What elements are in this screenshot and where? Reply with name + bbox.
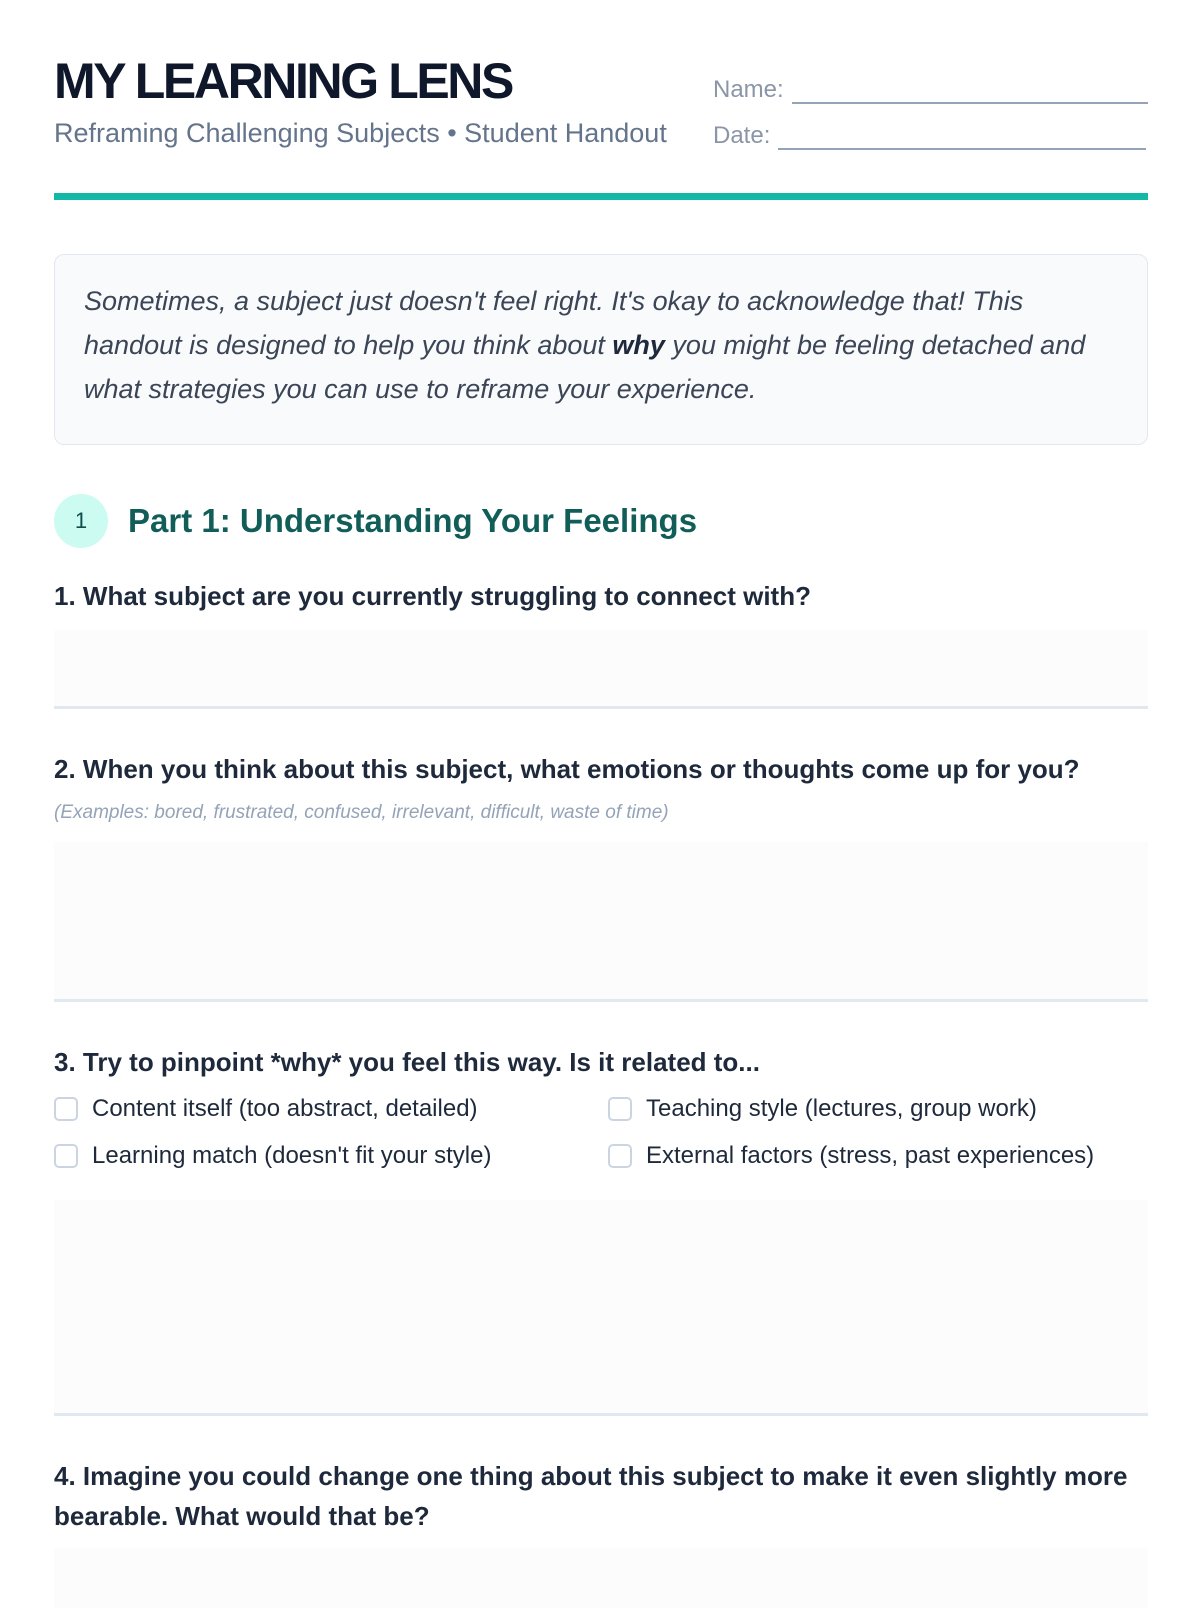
date-label: Date: [713,122,771,149]
handout-header [54,0,1148,200]
option-external-factors[interactable] [608,1142,1094,1170]
option-label: External factors (stress, past experiences) [646,1142,1095,1169]
question-1: 1. What subject are you currently struggling to connect with? [54,581,811,611]
intro-text-end: you might be feeling detached and what strategies you can use to reframe your experience. [84,330,1086,404]
intro-emphasis: why [612,330,665,360]
section-heading-part-1 [54,494,697,548]
handout-title: MY LEARNING LENS [54,53,512,109]
section-number-badge: 1 [54,494,108,548]
answer-area-3[interactable] [54,1200,1148,1416]
answer-area-1[interactable] [54,630,1148,709]
name-label: Name: [713,76,784,103]
question-2: 2. When you think about this subject, what emotions or thoughts come up for you? [54,754,1080,784]
option-teaching-style[interactable] [608,1095,1037,1123]
handout-page [54,0,1148,1531]
handout-subtitle: Reframing Challenging Subjects • Student Handout [54,118,667,148]
checkbox-teaching-style[interactable] [608,1097,632,1121]
intro-box [54,254,1148,445]
checkbox-learning-match[interactable] [54,1144,78,1168]
option-label: Learning match (doesn't fit your style) [92,1142,492,1169]
header-divider [54,193,1148,200]
option-content[interactable] [54,1095,478,1123]
option-learning-match[interactable] [54,1142,491,1170]
checkbox-content[interactable] [54,1097,78,1121]
name-line[interactable] [792,82,1148,104]
date-field[interactable] [713,122,1146,150]
question-4: 4. Imagine you could change one thing about this subject to make it even slightly more bearable. What would that be? [54,1461,1128,1531]
question-3: 3. Try to pinpoint *why* you feel this way. Is it related to... [54,1047,760,1077]
answer-area-4[interactable] [54,1548,1148,1608]
date-line[interactable] [778,128,1146,150]
section-title: Part 1: Understanding Your Feelings [128,502,698,539]
checkbox-external-factors[interactable] [608,1144,632,1168]
intro-text-start: Sometimes, a subject just doesn't feel right. It's okay to acknowledge that! This handout is designed to help you think about [84,286,1024,360]
question-2-hint: (Examples: bored, frustrated, confused, irrelevant, difficult, waste of time) [54,802,669,823]
option-label: Content itself (too abstract, detailed) [92,1095,478,1122]
option-label: Teaching style (lectures, group work) [646,1095,1037,1122]
answer-area-2[interactable] [54,842,1148,1002]
name-field[interactable] [713,76,1148,104]
